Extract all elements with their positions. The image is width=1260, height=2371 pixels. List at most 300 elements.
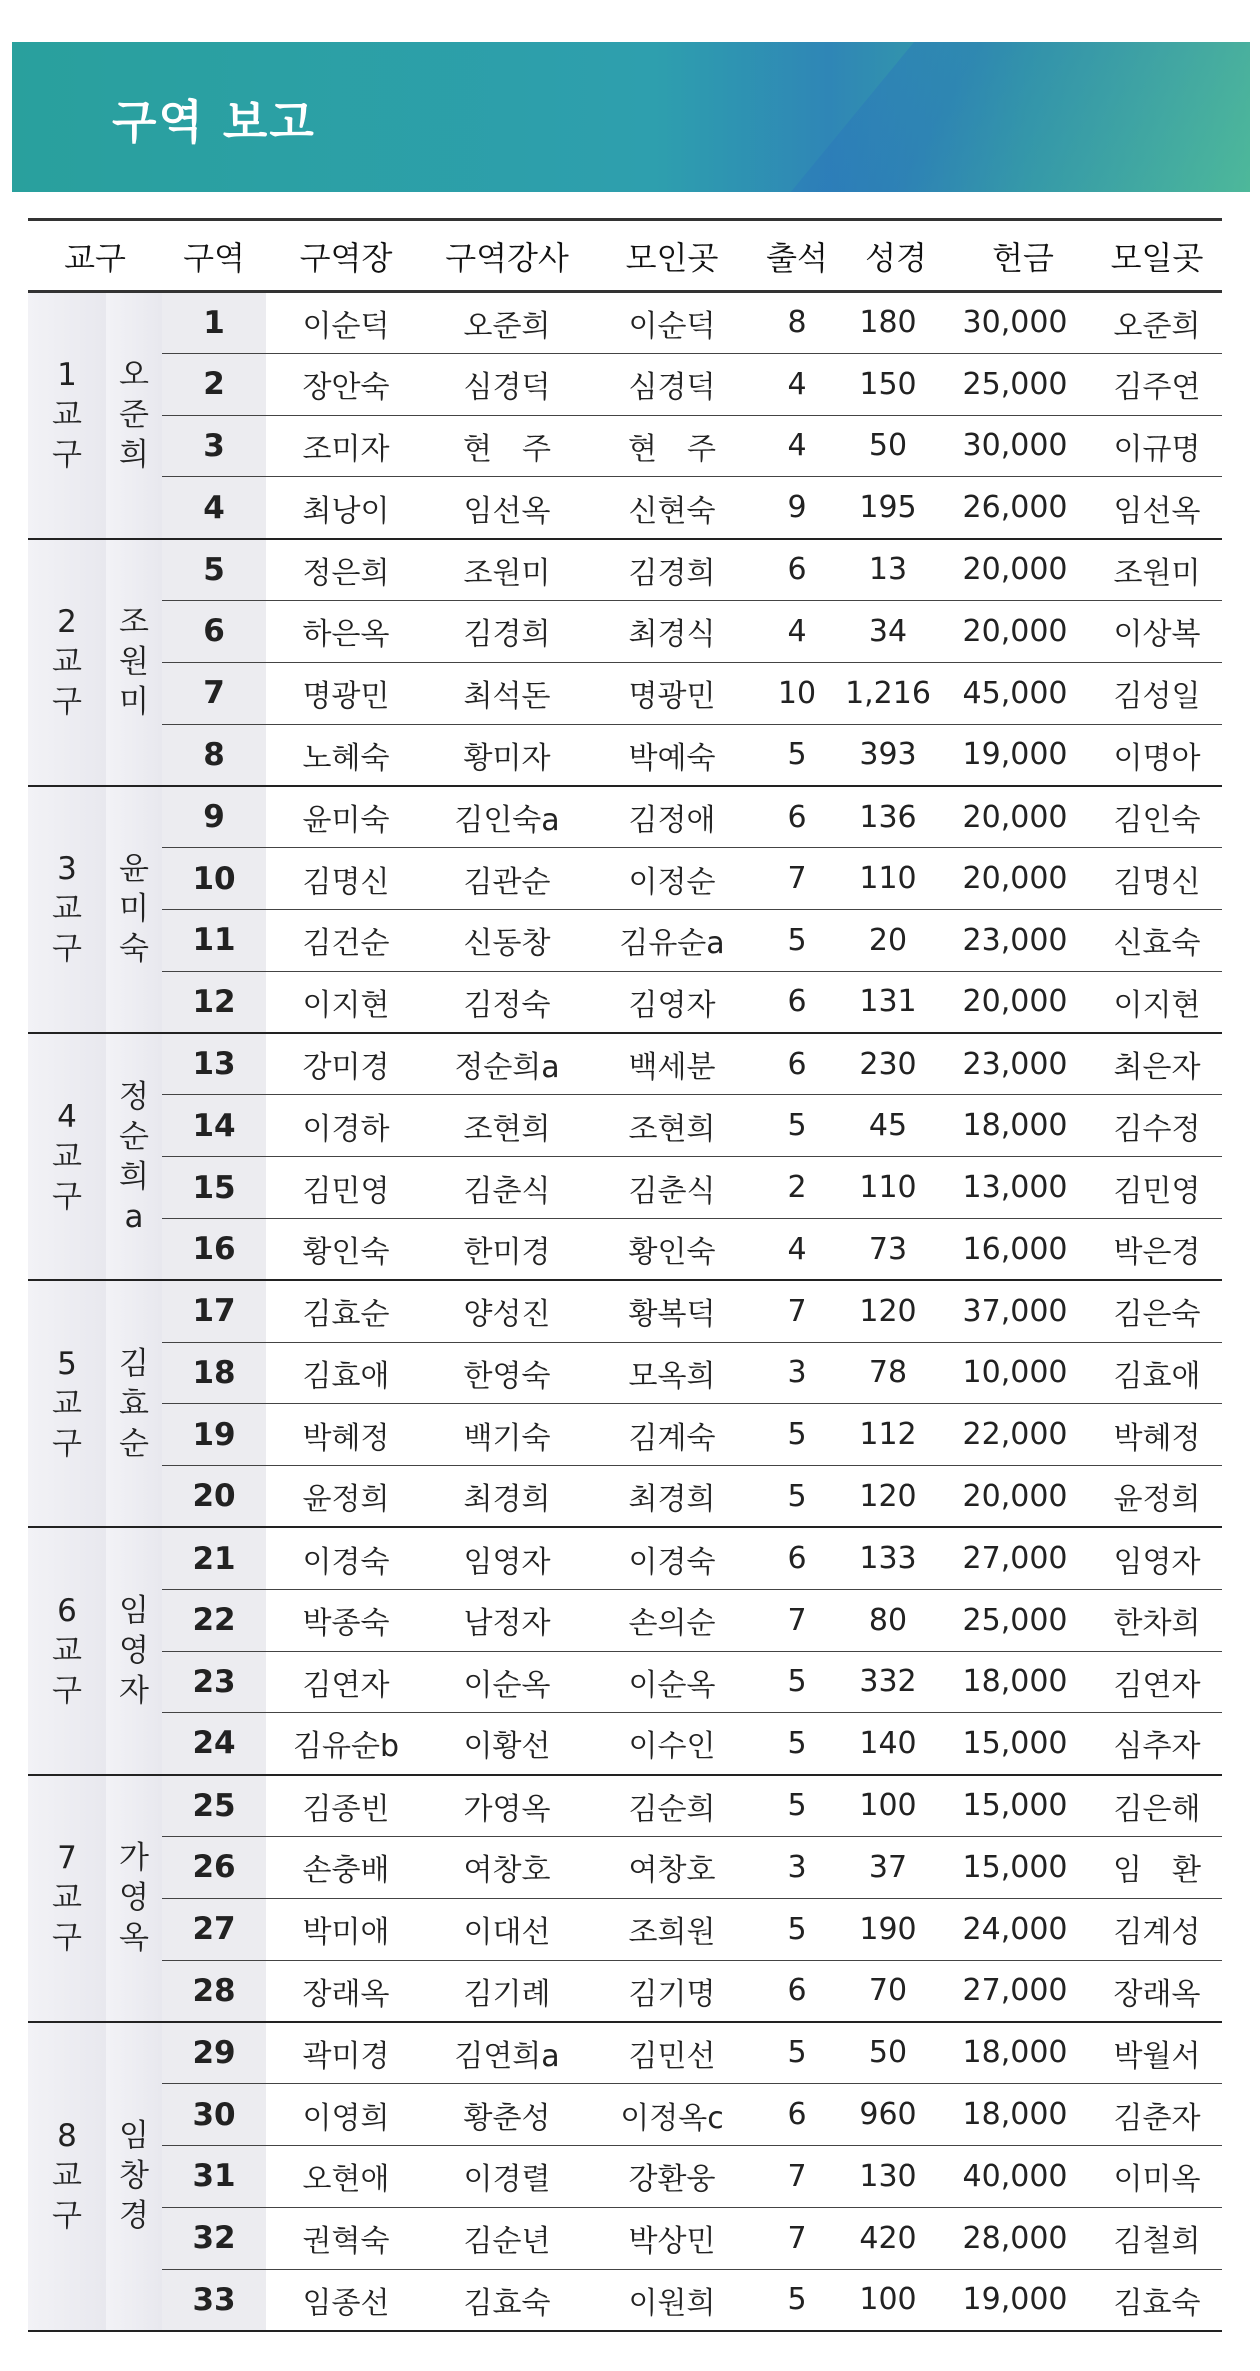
moil-got-cell: 김성일 xyxy=(1092,662,1222,724)
table-row xyxy=(28,353,1222,415)
kyogu-char: 구 xyxy=(52,1178,82,1215)
kyogu-leader-cell xyxy=(106,292,162,539)
moin-got-cell: 황복덕 xyxy=(588,1280,756,1342)
bible-cell: 195 xyxy=(838,477,954,539)
moil-got-cell: 임선옥 xyxy=(1092,477,1222,539)
leader-char: 창 xyxy=(119,2158,149,2195)
moil-got-cell: 김인숙 xyxy=(1092,786,1222,848)
leader-char: 미 xyxy=(119,684,149,721)
attendance-cell: 7 xyxy=(756,2145,838,2207)
attendance-cell: 6 xyxy=(756,1033,838,1095)
leader-char: 미 xyxy=(119,891,149,928)
moil-got-cell: 이지현 xyxy=(1092,971,1222,1033)
moin-got-cell: 이수인 xyxy=(588,1713,756,1775)
bible-cell: 50 xyxy=(838,415,954,477)
bible-cell: 37 xyxy=(838,1836,954,1898)
guyeokgangsa-cell: 이경렬 xyxy=(426,2145,588,2207)
moil-got-cell: 김효숙 xyxy=(1092,2269,1222,2331)
kyogu-cell xyxy=(28,2022,106,2331)
attendance-cell: 5 xyxy=(756,1713,838,1775)
offering-cell: 18,000 xyxy=(954,1095,1092,1157)
offering-cell: 10,000 xyxy=(954,1342,1092,1404)
moil-got-cell: 김효애 xyxy=(1092,1342,1222,1404)
attendance-cell: 5 xyxy=(756,1404,838,1466)
kyogu-cell xyxy=(28,1775,106,2022)
moil-got-cell: 박은경 xyxy=(1092,1218,1222,1280)
moil-got-cell: 박혜정 xyxy=(1092,1404,1222,1466)
bible-cell: 110 xyxy=(838,1157,954,1219)
moin-got-cell: 황인숙 xyxy=(588,1218,756,1280)
guyeokgangsa-cell: 최석돈 xyxy=(426,662,588,724)
guyeokgangsa-cell: 김연희a xyxy=(426,2022,588,2084)
moil-got-cell: 한차희 xyxy=(1092,1589,1222,1651)
table-row xyxy=(28,971,1222,1033)
guyeok-number-cell: 13 xyxy=(162,1033,266,1095)
moin-got-cell: 이원희 xyxy=(588,2269,756,2331)
guyeok-number-cell: 29 xyxy=(162,2022,266,2084)
moil-got-cell: 김민영 xyxy=(1092,1157,1222,1219)
moil-got-cell: 김연자 xyxy=(1092,1651,1222,1713)
attendance-cell: 5 xyxy=(756,2022,838,2084)
kyogu-char: 구 xyxy=(52,1920,82,1957)
guyeok-number-cell: 18 xyxy=(162,1342,266,1404)
bible-cell: 20 xyxy=(838,909,954,971)
offering-cell: 19,000 xyxy=(954,2269,1092,2331)
header-bible: 성경 xyxy=(838,220,954,292)
bible-cell: 45 xyxy=(838,1095,954,1157)
offering-cell: 13,000 xyxy=(954,1157,1092,1219)
guyeokgangsa-cell: 오준희 xyxy=(426,292,588,354)
attendance-cell: 6 xyxy=(756,1960,838,2022)
guyeokjang-cell: 곽미경 xyxy=(266,2022,426,2084)
moin-got-cell: 최경희 xyxy=(588,1466,756,1528)
offering-cell: 20,000 xyxy=(954,1466,1092,1528)
attendance-cell: 3 xyxy=(756,1836,838,1898)
kyogu-char: 교 xyxy=(52,2158,82,2195)
leader-char: 순 xyxy=(119,1425,149,1462)
table-row xyxy=(28,1157,1222,1219)
guyeokjang-cell: 김효순 xyxy=(266,1280,426,1342)
bible-cell: 73 xyxy=(838,1218,954,1280)
moin-got-cell: 박상민 xyxy=(588,2207,756,2269)
guyeok-number-cell: 25 xyxy=(162,1775,266,1837)
attendance-cell: 6 xyxy=(756,1527,838,1589)
moin-got-cell: 김유순a xyxy=(588,909,756,971)
guyeokgangsa-cell: 신동창 xyxy=(426,909,588,971)
district-report-table xyxy=(28,218,1222,2332)
leader-char: 희 xyxy=(119,437,149,474)
table-row xyxy=(28,1836,1222,1898)
leader-char: 경 xyxy=(119,2198,149,2235)
guyeok-number-cell: 31 xyxy=(162,2145,266,2207)
moin-got-cell: 이순옥 xyxy=(588,1651,756,1713)
attendance-cell: 6 xyxy=(756,971,838,1033)
kyogu-char: 교 xyxy=(52,397,82,434)
table-row xyxy=(28,662,1222,724)
guyeok-number-cell: 21 xyxy=(162,1527,266,1589)
leader-char: 효 xyxy=(119,1385,149,1422)
bible-cell: 136 xyxy=(838,786,954,848)
moin-got-cell: 이경숙 xyxy=(588,1527,756,1589)
kyogu-char: 구 xyxy=(52,931,82,968)
attendance-cell: 4 xyxy=(756,353,838,415)
leader-char: 순 xyxy=(119,1118,149,1155)
guyeokjang-cell: 김민영 xyxy=(266,1157,426,1219)
guyeokjang-cell: 하은옥 xyxy=(266,600,426,662)
moin-got-cell: 명광민 xyxy=(588,662,756,724)
header-row xyxy=(28,220,1222,292)
moil-got-cell: 오준희 xyxy=(1092,292,1222,354)
bible-cell: 80 xyxy=(838,1589,954,1651)
leader-char: 희 xyxy=(119,1158,149,1195)
table-row xyxy=(28,909,1222,971)
attendance-cell: 7 xyxy=(756,1589,838,1651)
moin-got-cell: 김계숙 xyxy=(588,1404,756,1466)
leader-char: 준 xyxy=(119,397,149,434)
kyogu-char: 3 xyxy=(57,851,77,888)
guyeokgangsa-cell: 현 주 xyxy=(426,415,588,477)
guyeok-number-cell: 7 xyxy=(162,662,266,724)
moin-got-cell: 여창호 xyxy=(588,1836,756,1898)
moil-got-cell: 최은자 xyxy=(1092,1033,1222,1095)
bible-cell: 393 xyxy=(838,724,954,786)
offering-cell: 20,000 xyxy=(954,539,1092,601)
kyogu-leader-cell xyxy=(106,2022,162,2331)
bible-cell: 110 xyxy=(838,848,954,910)
title-banner xyxy=(12,42,1250,192)
guyeokjang-cell: 장래옥 xyxy=(266,1960,426,2022)
offering-cell: 19,000 xyxy=(954,724,1092,786)
guyeok-number-cell: 33 xyxy=(162,2269,266,2331)
guyeokgangsa-cell: 이황선 xyxy=(426,1713,588,1775)
leader-char: 김 xyxy=(119,1345,149,1382)
moil-got-cell: 심추자 xyxy=(1092,1713,1222,1775)
leader-char: a xyxy=(124,1198,144,1235)
attendance-cell: 10 xyxy=(756,662,838,724)
table-row xyxy=(28,1960,1222,2022)
moin-got-cell: 이정순 xyxy=(588,848,756,910)
guyeok-number-cell: 27 xyxy=(162,1898,266,1960)
bible-cell: 100 xyxy=(838,1775,954,1837)
kyogu-leader-cell xyxy=(106,1527,162,1774)
attendance-cell: 7 xyxy=(756,1280,838,1342)
offering-cell: 22,000 xyxy=(954,1404,1092,1466)
guyeok-number-cell: 16 xyxy=(162,1218,266,1280)
moin-got-cell: 심경덕 xyxy=(588,353,756,415)
table-row xyxy=(28,1713,1222,1775)
guyeokgangsa-cell: 임영자 xyxy=(426,1527,588,1589)
moil-got-cell: 김철희 xyxy=(1092,2207,1222,2269)
bible-cell: 100 xyxy=(838,2269,954,2331)
attendance-cell: 5 xyxy=(756,1466,838,1528)
guyeok-number-cell: 8 xyxy=(162,724,266,786)
leader-char: 원 xyxy=(119,644,149,681)
table-row xyxy=(28,477,1222,539)
guyeok-number-cell: 30 xyxy=(162,2084,266,2146)
bible-cell: 133 xyxy=(838,1527,954,1589)
guyeokjang-cell: 이경하 xyxy=(266,1095,426,1157)
guyeok-number-cell: 10 xyxy=(162,848,266,910)
moin-got-cell: 김민선 xyxy=(588,2022,756,2084)
attendance-cell: 6 xyxy=(756,539,838,601)
guyeok-number-cell: 26 xyxy=(162,1836,266,1898)
leader-char: 조 xyxy=(119,604,149,641)
kyogu-char: 구 xyxy=(52,684,82,721)
moil-got-cell: 이상복 xyxy=(1092,600,1222,662)
guyeokjang-cell: 권혁숙 xyxy=(266,2207,426,2269)
guyeokjang-cell: 이지현 xyxy=(266,971,426,1033)
guyeokgangsa-cell: 남정자 xyxy=(426,1589,588,1651)
guyeokgangsa-cell: 백기숙 xyxy=(426,1404,588,1466)
moin-got-cell: 김경희 xyxy=(588,539,756,601)
bible-cell: 34 xyxy=(838,600,954,662)
guyeokgangsa-cell: 김정숙 xyxy=(426,971,588,1033)
guyeokjang-cell: 박미애 xyxy=(266,1898,426,1960)
guyeok-number-cell: 3 xyxy=(162,415,266,477)
kyogu-char: 교 xyxy=(52,891,82,928)
guyeokjang-cell: 이순덕 xyxy=(266,292,426,354)
kyogu-cell xyxy=(28,1527,106,1774)
guyeok-number-cell: 23 xyxy=(162,1651,266,1713)
offering-cell: 20,000 xyxy=(954,971,1092,1033)
attendance-cell: 6 xyxy=(756,2084,838,2146)
moil-got-cell: 김계성 xyxy=(1092,1898,1222,1960)
kyogu-leader-cell xyxy=(106,1280,162,1527)
moil-got-cell: 임 환 xyxy=(1092,1836,1222,1898)
guyeok-number-cell: 22 xyxy=(162,1589,266,1651)
kyogu-char: 교 xyxy=(52,644,82,681)
leader-char: 오 xyxy=(119,357,149,394)
moin-got-cell: 손의순 xyxy=(588,1589,756,1651)
leader-char: 자 xyxy=(119,1673,149,1710)
kyogu-leader-cell xyxy=(106,786,162,1033)
header-moil-got: 모일곳 xyxy=(1092,220,1222,292)
guyeokjang-cell: 명광민 xyxy=(266,662,426,724)
kyogu-char: 5 xyxy=(57,1345,77,1382)
guyeokjang-cell: 조미자 xyxy=(266,415,426,477)
guyeokjang-cell: 임종선 xyxy=(266,2269,426,2331)
moin-got-cell: 현 주 xyxy=(588,415,756,477)
guyeok-number-cell: 15 xyxy=(162,1157,266,1219)
guyeokgangsa-cell: 김인숙a xyxy=(426,786,588,848)
attendance-cell: 7 xyxy=(756,2207,838,2269)
guyeokjang-cell: 박혜정 xyxy=(266,1404,426,1466)
guyeok-number-cell: 19 xyxy=(162,1404,266,1466)
bible-cell: 140 xyxy=(838,1713,954,1775)
kyogu-cell xyxy=(28,1033,106,1280)
guyeokgangsa-cell: 정순희a xyxy=(426,1033,588,1095)
offering-cell: 27,000 xyxy=(954,1960,1092,2022)
guyeokgangsa-cell: 김관순 xyxy=(426,848,588,910)
guyeokjang-cell: 최낭이 xyxy=(266,477,426,539)
bible-cell: 131 xyxy=(838,971,954,1033)
attendance-cell: 9 xyxy=(756,477,838,539)
table-row xyxy=(28,600,1222,662)
offering-cell: 25,000 xyxy=(954,1589,1092,1651)
guyeokgangsa-cell: 김기례 xyxy=(426,1960,588,2022)
kyogu-char: 구 xyxy=(52,1425,82,1462)
guyeokgangsa-cell: 황춘성 xyxy=(426,2084,588,2146)
bible-cell: 120 xyxy=(838,1466,954,1528)
moil-got-cell: 이명아 xyxy=(1092,724,1222,786)
header-guyeok: 구역 xyxy=(162,220,266,292)
offering-cell: 40,000 xyxy=(954,2145,1092,2207)
attendance-cell: 5 xyxy=(756,1095,838,1157)
attendance-cell: 5 xyxy=(756,724,838,786)
guyeokgangsa-cell: 김춘식 xyxy=(426,1157,588,1219)
moil-got-cell: 박월서 xyxy=(1092,2022,1222,2084)
attendance-cell: 3 xyxy=(756,1342,838,1404)
moin-got-cell: 신현숙 xyxy=(588,477,756,539)
guyeokjang-cell: 김건순 xyxy=(266,909,426,971)
moil-got-cell: 윤정희 xyxy=(1092,1466,1222,1528)
header-moin-got: 모인곳 xyxy=(588,220,756,292)
kyogu-char: 2 xyxy=(57,604,77,641)
guyeok-number-cell: 24 xyxy=(162,1713,266,1775)
moil-got-cell: 김주연 xyxy=(1092,353,1222,415)
moil-got-cell: 김은해 xyxy=(1092,1775,1222,1837)
table-row xyxy=(28,1280,1222,1342)
attendance-cell: 5 xyxy=(756,2269,838,2331)
moil-got-cell: 장래옥 xyxy=(1092,1960,1222,2022)
attendance-cell: 5 xyxy=(756,909,838,971)
offering-cell: 28,000 xyxy=(954,2207,1092,2269)
leader-char: 정 xyxy=(119,1078,149,1115)
table-row xyxy=(28,2084,1222,2146)
guyeokjang-cell: 황인숙 xyxy=(266,1218,426,1280)
guyeok-number-cell: 20 xyxy=(162,1466,266,1528)
kyogu-cell xyxy=(28,1280,106,1527)
offering-cell: 15,000 xyxy=(954,1775,1092,1837)
moin-got-cell: 김기명 xyxy=(588,1960,756,2022)
bible-cell: 120 xyxy=(838,1280,954,1342)
moil-got-cell: 김명신 xyxy=(1092,848,1222,910)
attendance-cell: 7 xyxy=(756,848,838,910)
table-row xyxy=(28,1775,1222,1837)
bible-cell: 960 xyxy=(838,2084,954,2146)
guyeok-number-cell: 14 xyxy=(162,1095,266,1157)
bible-cell: 150 xyxy=(838,353,954,415)
table-row xyxy=(28,1466,1222,1528)
moin-got-cell: 최경식 xyxy=(588,600,756,662)
kyogu-char: 교 xyxy=(52,1385,82,1422)
offering-cell: 18,000 xyxy=(954,2084,1092,2146)
leader-char: 영 xyxy=(119,1633,149,1670)
page-title: 구역 보고 xyxy=(112,95,316,149)
guyeokjang-cell: 김유순b xyxy=(266,1713,426,1775)
guyeokgangsa-cell: 김경희 xyxy=(426,600,588,662)
moin-got-cell: 백세분 xyxy=(588,1033,756,1095)
offering-cell: 20,000 xyxy=(954,600,1092,662)
moin-got-cell: 모옥희 xyxy=(588,1342,756,1404)
table-row xyxy=(28,2022,1222,2084)
guyeok-number-cell: 11 xyxy=(162,909,266,971)
guyeokjang-cell: 김명신 xyxy=(266,848,426,910)
guyeokgangsa-cell: 황미자 xyxy=(426,724,588,786)
table-row xyxy=(28,1589,1222,1651)
kyogu-char: 6 xyxy=(57,1593,77,1630)
offering-cell: 15,000 xyxy=(954,1836,1092,1898)
table-row xyxy=(28,724,1222,786)
guyeokjang-cell: 정은희 xyxy=(266,539,426,601)
kyogu-char: 1 xyxy=(57,357,77,394)
leader-char: 가 xyxy=(119,1840,149,1877)
guyeokgangsa-cell: 이순옥 xyxy=(426,1651,588,1713)
bible-cell: 420 xyxy=(838,2207,954,2269)
moin-got-cell: 강환웅 xyxy=(588,2145,756,2207)
moil-got-cell: 이규명 xyxy=(1092,415,1222,477)
offering-cell: 30,000 xyxy=(954,415,1092,477)
moil-got-cell: 임영자 xyxy=(1092,1527,1222,1589)
table-row xyxy=(28,2269,1222,2331)
bible-cell: 180 xyxy=(838,292,954,354)
guyeokjang-cell: 박종숙 xyxy=(266,1589,426,1651)
guyeok-number-cell: 17 xyxy=(162,1280,266,1342)
moin-got-cell: 김순희 xyxy=(588,1775,756,1837)
moin-got-cell: 이정옥c xyxy=(588,2084,756,2146)
moin-got-cell: 김영자 xyxy=(588,971,756,1033)
table-row xyxy=(28,1033,1222,1095)
table-row xyxy=(28,2145,1222,2207)
table-row xyxy=(28,2207,1222,2269)
bible-cell: 230 xyxy=(838,1033,954,1095)
kyogu-leader-cell xyxy=(106,1033,162,1280)
leader-char: 영 xyxy=(119,1880,149,1917)
guyeok-number-cell: 5 xyxy=(162,539,266,601)
offering-cell: 24,000 xyxy=(954,1898,1092,1960)
moil-got-cell: 이미옥 xyxy=(1092,2145,1222,2207)
guyeokjang-cell: 김연자 xyxy=(266,1651,426,1713)
kyogu-cell xyxy=(28,786,106,1033)
guyeokgangsa-cell: 김효숙 xyxy=(426,2269,588,2331)
kyogu-char: 구 xyxy=(52,2198,82,2235)
leader-char: 옥 xyxy=(119,1920,149,1957)
bible-cell: 130 xyxy=(838,2145,954,2207)
offering-cell: 37,000 xyxy=(954,1280,1092,1342)
bible-cell: 50 xyxy=(838,2022,954,2084)
table-row xyxy=(28,415,1222,477)
table-row xyxy=(28,1404,1222,1466)
table-row xyxy=(28,292,1222,354)
bible-cell: 13 xyxy=(838,539,954,601)
table-row xyxy=(28,786,1222,848)
kyogu-leader-cell xyxy=(106,1775,162,2022)
guyeokjang-cell: 장안숙 xyxy=(266,353,426,415)
guyeok-number-cell: 9 xyxy=(162,786,266,848)
header-offering: 헌금 xyxy=(954,220,1092,292)
kyogu-char: 구 xyxy=(52,437,82,474)
offering-cell: 20,000 xyxy=(954,848,1092,910)
offering-cell: 16,000 xyxy=(954,1218,1092,1280)
offering-cell: 15,000 xyxy=(954,1713,1092,1775)
guyeokgangsa-cell: 한영숙 xyxy=(426,1342,588,1404)
guyeokgangsa-cell: 여창호 xyxy=(426,1836,588,1898)
attendance-cell: 2 xyxy=(756,1157,838,1219)
moil-got-cell: 김춘자 xyxy=(1092,2084,1222,2146)
offering-cell: 20,000 xyxy=(954,786,1092,848)
header-kyogu: 교구 xyxy=(28,220,162,292)
header-guyeokgangsa: 구역강사 xyxy=(426,220,588,292)
moin-got-cell: 이순덕 xyxy=(588,292,756,354)
moin-got-cell: 조현희 xyxy=(588,1095,756,1157)
guyeok-number-cell: 1 xyxy=(162,292,266,354)
offering-cell: 18,000 xyxy=(954,2022,1092,2084)
moil-got-cell: 김은숙 xyxy=(1092,1280,1222,1342)
kyogu-cell xyxy=(28,292,106,539)
guyeokjang-cell: 윤정희 xyxy=(266,1466,426,1528)
moin-got-cell: 김춘식 xyxy=(588,1157,756,1219)
guyeokgangsa-cell: 임선옥 xyxy=(426,477,588,539)
